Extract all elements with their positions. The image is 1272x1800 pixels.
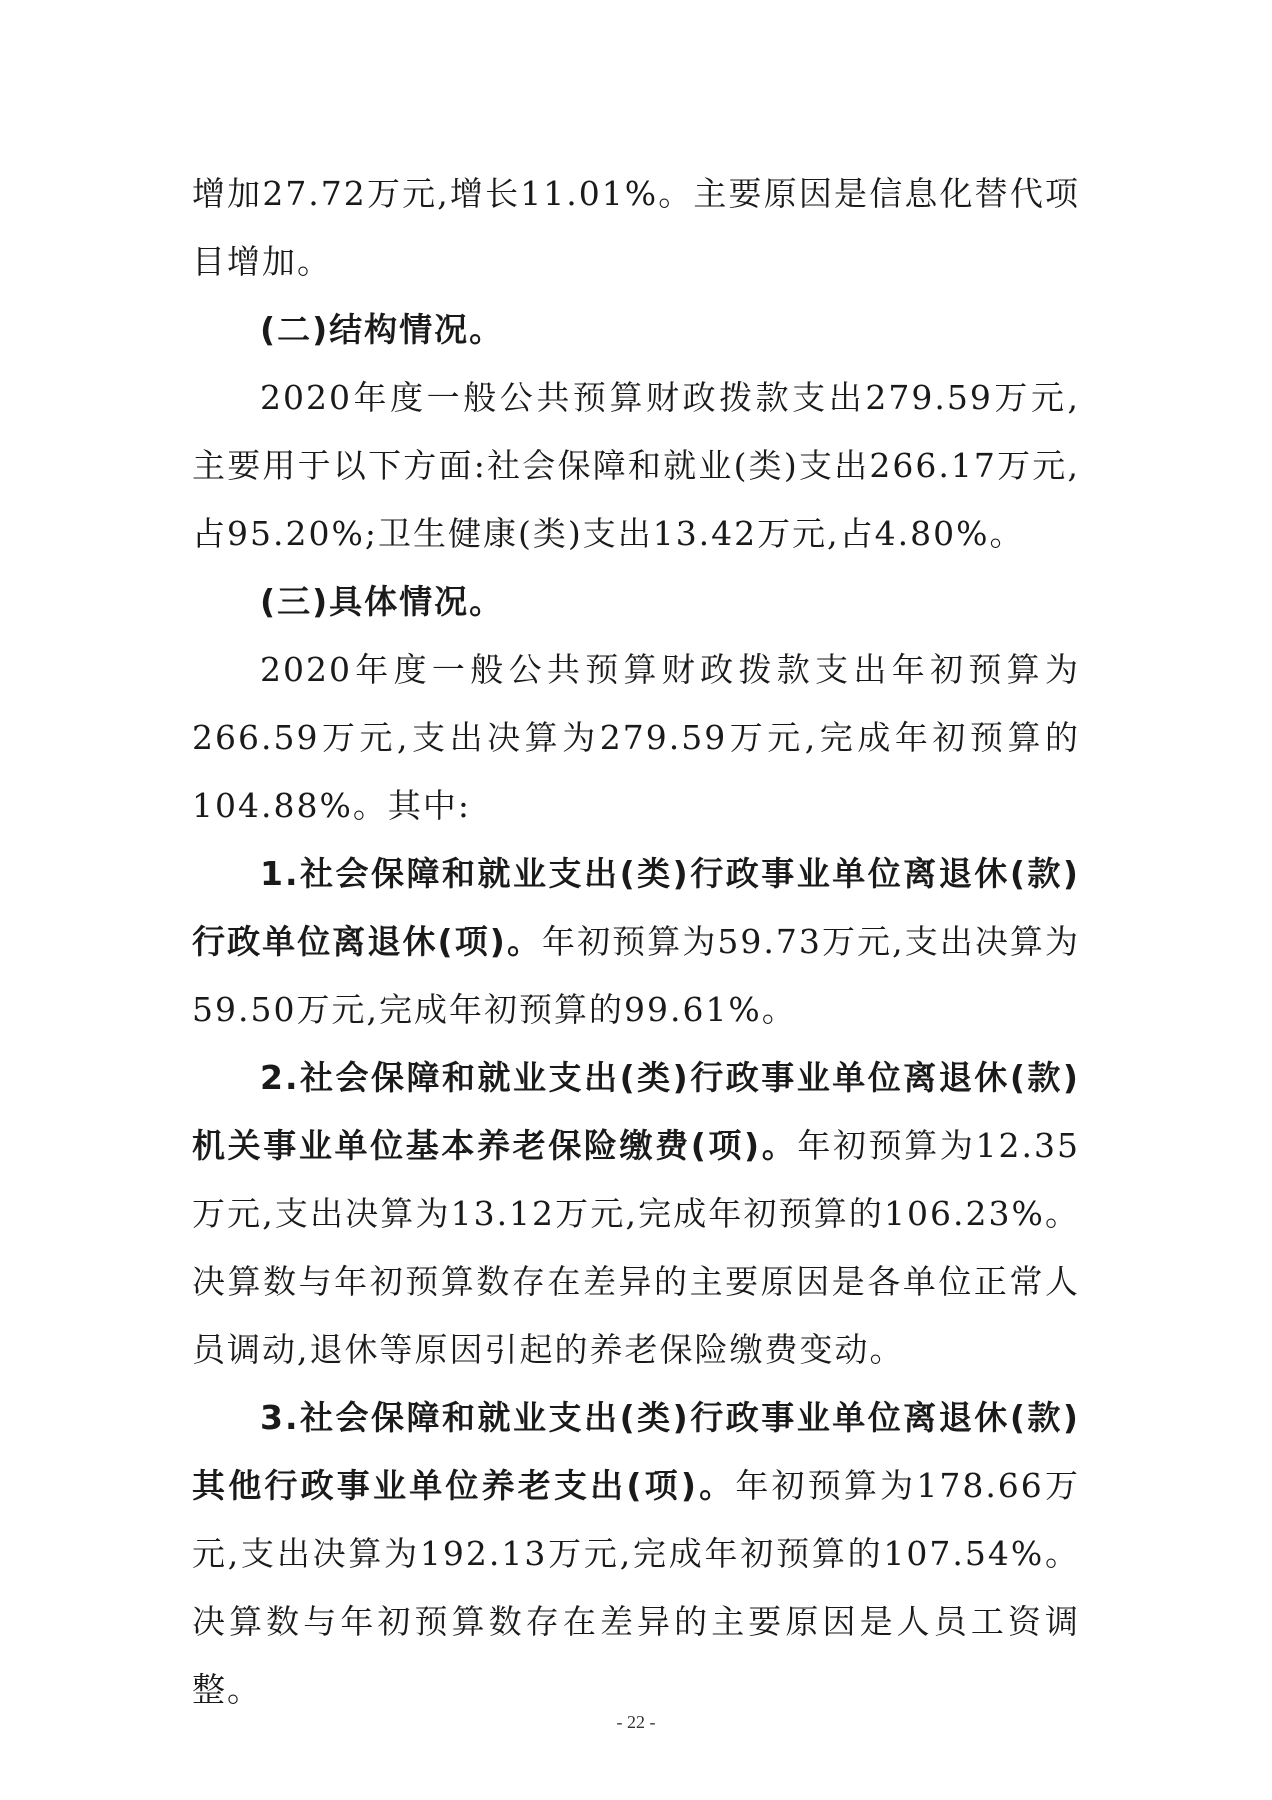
list-item-2-text: 年初预算为12.35万元,支出决算为13.12万元,完成年初预算的106.23%。决算数与年初预算数存在差异的主要原因是各单位正常人员调动,退休等原因引起的养老保险缴费变动。	[192, 1126, 1080, 1369]
list-item-2-title: 2.社会保障和就业支出(类)行政事业单位离退休(款)机关事业单位基本养老保险缴费(项)。	[192, 1058, 1080, 1165]
section-heading-details: (三)具体情况。	[260, 582, 505, 621]
document-body	[192, 160, 1080, 1724]
paragraph-continuation: 增加27.72万元,增长11.01%。主要原因是信息化替代项目增加。	[192, 174, 1080, 281]
list-item-1-text: 年初预算为59.73万元,支出决算为59.50万元,完成年初预算的99.61%。	[192, 922, 1081, 1029]
list-item-1-title: 1.社会保障和就业支出(类)行政事业单位离退休(款)行政单位离退休(项)。	[192, 854, 1080, 961]
list-item-3-title: 3.社会保障和就业支出(类)行政事业单位离退休(款)其他行政事业单位养老支出(项)。	[192, 1398, 1080, 1505]
list-item-2	[192, 1044, 1080, 1384]
list-item-3-text: 年初预算为178.66万元,支出决算为192.13万元,完成年初预算的107.54%。决算数与年初预算数存在差异的主要原因是人员工资调整。	[192, 1466, 1081, 1709]
page-number: - 22 -	[616, 1712, 656, 1732]
paragraph-details: 2020年度一般公共预算财政拨款支出年初预算为266.59万元,支出决算为279.59万元,完成年初预算的104.88%。其中:	[192, 650, 1080, 825]
paragraph-structure: 2020年度一般公共预算财政拨款支出279.59万元,主要用于以下方面:社会保障和就业(类)支出266.17万元,占95.20%;卫生健康(类)支出13.42万元,占4.80%。	[192, 378, 1080, 553]
section-heading-structure: (二)结构情况。	[260, 310, 505, 349]
list-item-3	[192, 1384, 1080, 1724]
list-item-1	[192, 840, 1080, 1044]
